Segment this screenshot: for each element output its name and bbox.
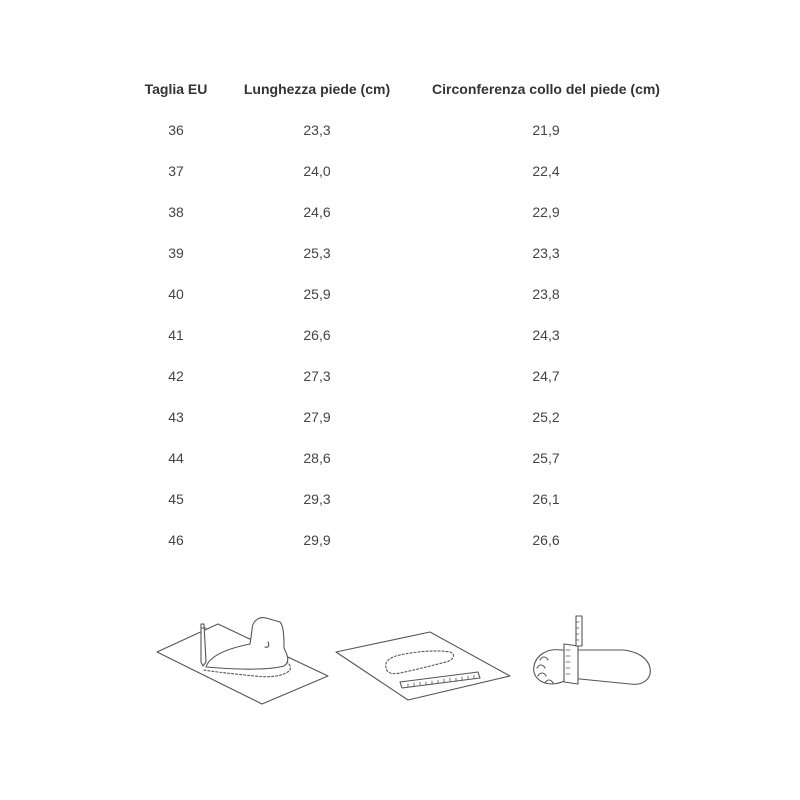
cell-eu-size: 45 xyxy=(168,491,184,507)
cell-instep-circumference: 26,1 xyxy=(532,491,560,507)
cell-foot-length: 25,9 xyxy=(303,286,331,302)
cell-instep-circumference: 22,4 xyxy=(532,163,560,179)
cell-eu-size: 43 xyxy=(168,409,184,425)
cell-foot-length: 29,3 xyxy=(303,491,331,507)
instep-tape-measure-icon xyxy=(534,616,651,684)
cell-eu-size: 40 xyxy=(168,286,184,302)
header-eu-size: Taglia EU xyxy=(144,81,208,97)
cell-foot-length: 23,3 xyxy=(303,122,331,138)
cell-eu-size: 39 xyxy=(168,245,184,261)
foot-tracing-icon xyxy=(157,618,328,704)
cell-instep-circumference: 24,7 xyxy=(532,368,560,384)
cell-foot-length: 26,6 xyxy=(303,327,331,343)
cell-foot-length: 27,9 xyxy=(303,409,331,425)
measuring-illustrations xyxy=(0,600,800,710)
cell-eu-size: 41 xyxy=(168,327,184,343)
cell-eu-size: 38 xyxy=(168,204,184,220)
cell-eu-size: 46 xyxy=(168,532,184,548)
cell-foot-length: 24,6 xyxy=(303,204,331,220)
cell-foot-length: 28,6 xyxy=(303,450,331,466)
cell-foot-length: 25,3 xyxy=(303,245,331,261)
cell-instep-circumference: 24,3 xyxy=(532,327,560,343)
header-foot-length: Lunghezza piede (cm) xyxy=(243,81,391,97)
cell-instep-circumference: 25,7 xyxy=(532,450,560,466)
cell-eu-size: 37 xyxy=(168,163,184,179)
cell-eu-size: 36 xyxy=(168,122,184,138)
cell-eu-size: 42 xyxy=(168,368,184,384)
cell-foot-length: 24,0 xyxy=(303,163,331,179)
foot-outline-ruler-icon xyxy=(336,632,510,700)
header-instep-circumference: Circonferenza collo del piede (cm) xyxy=(432,81,660,97)
cell-eu-size: 44 xyxy=(168,450,184,466)
cell-instep-circumference: 22,9 xyxy=(532,204,560,220)
cell-instep-circumference: 25,2 xyxy=(532,409,560,425)
cell-instep-circumference: 23,3 xyxy=(532,245,560,261)
cell-foot-length: 29,9 xyxy=(303,532,331,548)
cell-instep-circumference: 21,9 xyxy=(532,122,560,138)
cell-foot-length: 27,3 xyxy=(303,368,331,384)
cell-instep-circumference: 23,8 xyxy=(532,286,560,302)
cell-instep-circumference: 26,6 xyxy=(532,532,560,548)
